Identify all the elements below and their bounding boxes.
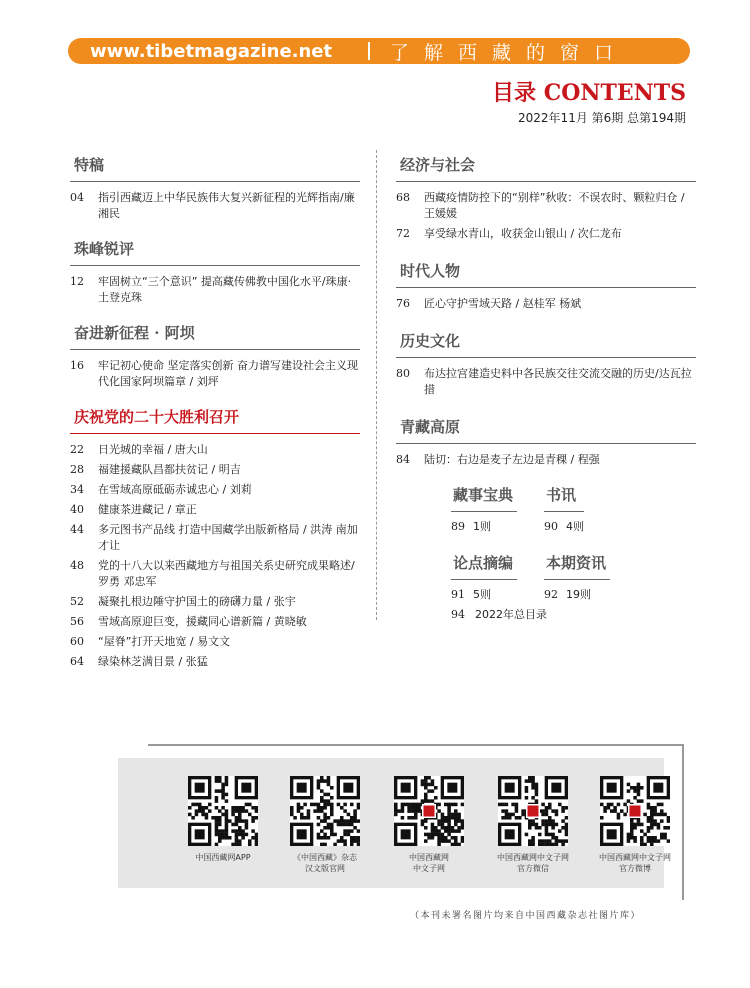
toc-section xyxy=(396,256,696,312)
entry-page: 44 xyxy=(70,523,84,536)
page-title xyxy=(492,76,686,107)
mini-value[interactable]: 90 4则 xyxy=(544,520,584,533)
toc-section xyxy=(70,234,360,306)
toc-section xyxy=(70,150,360,222)
mini-title: 本期资讯 xyxy=(544,552,610,580)
entry-text: 匠心守护雪域天路 / 赵桂军 杨斌 xyxy=(424,297,582,310)
photo-credit: （本刊未署名图片均来自中国西藏杂志社图片库） xyxy=(410,911,642,921)
top-banner xyxy=(68,38,690,64)
entry-text: 陆切：右边是麦子左边是青稞 / 程强 xyxy=(424,453,600,466)
toc-entry[interactable] xyxy=(70,522,360,554)
column-divider xyxy=(376,150,377,620)
entry-page: 60 xyxy=(70,635,84,648)
qr-label-line2: 官方微信 xyxy=(517,864,549,873)
qr-label-line1: 中国西藏网中文子网 xyxy=(599,853,671,862)
mini-value[interactable]: 92 19则 xyxy=(544,588,591,601)
qr-code-icon xyxy=(394,776,464,846)
toc-section xyxy=(396,150,696,242)
section-title: 奋进新征程 · 阿坝 xyxy=(70,318,360,350)
toc-entry[interactable] xyxy=(70,482,360,498)
mini-title: 藏事宝典 xyxy=(451,484,517,512)
toc-section xyxy=(396,326,696,398)
entry-page: 84 xyxy=(396,453,410,466)
entry-text: 福建援藏队昌都扶贫记 / 明吉 xyxy=(98,463,241,476)
qr-code-icon xyxy=(290,776,360,846)
entry-text: 享受绿水青山，收获金山银山 / 次仁龙布 xyxy=(424,227,622,240)
entry-text: 布达拉宫建造史料中各民族交往交流交融的历史/达瓦拉措 xyxy=(424,367,692,396)
entry-page: 40 xyxy=(70,503,84,516)
qr-label-line2: 官方微博 xyxy=(619,864,651,873)
entry-page: 94 xyxy=(451,608,465,621)
toc-section xyxy=(396,412,696,468)
entry-text: 指引西藏迈上中华民族伟大复兴新征程的光辉指南/廉湘民 xyxy=(98,191,355,220)
section-title: 特稿 xyxy=(70,150,360,182)
toc-entry[interactable] xyxy=(70,190,360,222)
qr-code-item[interactable] xyxy=(478,776,588,874)
entry-text: 党的十八大以来西藏地方与祖国关系史研究成果略述/ 罗勇 邓忠军 xyxy=(98,559,355,588)
qr-code-icon xyxy=(600,776,670,846)
toc-entry[interactable] xyxy=(70,462,360,478)
banner-divider xyxy=(368,42,370,60)
entry-page: 72 xyxy=(396,227,410,240)
annual-index-entry[interactable] xyxy=(451,606,547,622)
qr-code-label xyxy=(478,852,588,874)
entry-page: 22 xyxy=(70,443,84,456)
qr-code-icon xyxy=(188,776,258,846)
mini-section-2 xyxy=(544,484,584,534)
entry-page: 56 xyxy=(70,615,84,628)
qr-code-label xyxy=(168,852,278,863)
mini-value[interactable]: 91 5则 xyxy=(451,588,491,601)
section-title: 经济与社会 xyxy=(396,150,696,182)
section-title: 庆祝党的二十大胜利召开 xyxy=(70,402,360,434)
toc-entry[interactable] xyxy=(70,614,360,630)
entry-page: 04 xyxy=(70,191,84,204)
right-column xyxy=(396,150,696,482)
mini-section-4 xyxy=(544,552,610,602)
entry-page: 48 xyxy=(70,559,84,572)
entry-text: 牢固树立“三个意识” 提高藏传佛教中国化水平/珠康·土登克珠 xyxy=(98,275,352,304)
title-cn: 目录 xyxy=(492,81,537,106)
banner-slogan: 了解西藏的窗口 xyxy=(390,41,629,64)
entry-page: 68 xyxy=(396,191,410,204)
toc-entry[interactable] xyxy=(396,226,696,242)
qr-label-line1: 中国西藏网 xyxy=(409,853,449,862)
toc-entry[interactable] xyxy=(70,654,360,670)
site-url[interactable]: www.tibetmagazine.net xyxy=(90,40,333,62)
entry-page: 52 xyxy=(70,595,84,608)
entry-text: 牢记初心使命 坚定落实创新 奋力谱写建设社会主义现代化国家阿坝篇章 / 刘坪 xyxy=(98,359,358,388)
entry-text: 2022年总目录 xyxy=(475,608,547,621)
qr-code-item[interactable] xyxy=(168,776,278,863)
mini-value[interactable]: 89 1则 xyxy=(451,520,491,533)
toc-entry[interactable] xyxy=(70,558,360,590)
qr-label-line2: 汉文版官网 xyxy=(305,864,345,873)
qr-code-item[interactable] xyxy=(580,776,690,874)
toc-entry[interactable] xyxy=(396,190,696,222)
issue-info: 2022年11月 第6期 总第194期 xyxy=(518,111,686,125)
entry-page: 80 xyxy=(396,367,410,380)
qr-code-item[interactable] xyxy=(270,776,380,874)
entry-page: 28 xyxy=(70,463,84,476)
toc-entry[interactable] xyxy=(396,366,696,398)
entry-page: 76 xyxy=(396,297,410,310)
qr-code-label xyxy=(270,852,380,874)
toc-entry[interactable] xyxy=(70,634,360,650)
entry-page: 64 xyxy=(70,655,84,668)
entry-text: 日光城的幸福 / 唐大山 xyxy=(98,443,208,456)
toc-entry[interactable] xyxy=(70,358,360,390)
entry-text: 西藏疫情防控下的“别样”秋收：不误农时、颗粒归仓 / 王媛媛 xyxy=(424,191,685,220)
entry-page: 16 xyxy=(70,359,84,372)
section-title: 历史文化 xyxy=(396,326,696,358)
entry-text: 凝聚扎根边陲守护国土的磅礴力量 / 张宇 xyxy=(98,595,296,608)
entry-text: 健康茶进藏记 / 章正 xyxy=(98,503,197,516)
entry-text: 绿染林芝满目景 / 张猛 xyxy=(98,655,208,668)
toc-entry[interactable] xyxy=(70,502,360,518)
toc-header xyxy=(492,76,686,126)
toc-section xyxy=(70,318,360,390)
mini-title: 书讯 xyxy=(544,484,584,512)
qr-code-label xyxy=(580,852,690,874)
qr-label-line1: 中国西藏网APP xyxy=(195,853,251,862)
title-en: CONTENTS xyxy=(543,80,686,106)
qr-label-line1: 《中国西藏》杂志 xyxy=(293,853,357,862)
toc-entry[interactable] xyxy=(396,452,696,468)
entry-page: 12 xyxy=(70,275,84,288)
qr-code-icon xyxy=(498,776,568,846)
toc-entry[interactable] xyxy=(70,442,360,458)
entry-text: 在雪域高原砥砺赤诚忠心 / 刘莉 xyxy=(98,483,252,496)
toc-entry[interactable] xyxy=(396,296,696,312)
qr-label-line2: 中文子网 xyxy=(413,864,445,873)
mini-section-3 xyxy=(451,552,517,602)
entry-text: 雪域高原迎巨变，援藏同心谱新篇 / 黄晓敏 xyxy=(98,615,307,628)
entry-text: 多元图书产品线 打造中国藏学出版新格局 / 洪涛 南加才让 xyxy=(98,523,358,552)
section-title: 珠峰锐评 xyxy=(70,234,360,266)
toc-section xyxy=(70,402,360,670)
qr-code-label xyxy=(374,852,484,874)
section-title: 青藏高原 xyxy=(396,412,696,444)
entry-page: 34 xyxy=(70,483,84,496)
toc-entry[interactable] xyxy=(70,274,360,306)
toc-entry[interactable] xyxy=(70,594,360,610)
qr-code-panel xyxy=(148,744,684,900)
mini-title: 论点摘编 xyxy=(451,552,517,580)
left-column xyxy=(70,150,360,682)
entry-text: “屋脊”打开天地宽 / 易文文 xyxy=(98,635,231,648)
section-title: 时代人物 xyxy=(396,256,696,288)
mini-section-1 xyxy=(451,484,517,534)
qr-label-line1: 中国西藏网中文子网 xyxy=(497,853,569,862)
qr-code-item[interactable] xyxy=(374,776,484,874)
